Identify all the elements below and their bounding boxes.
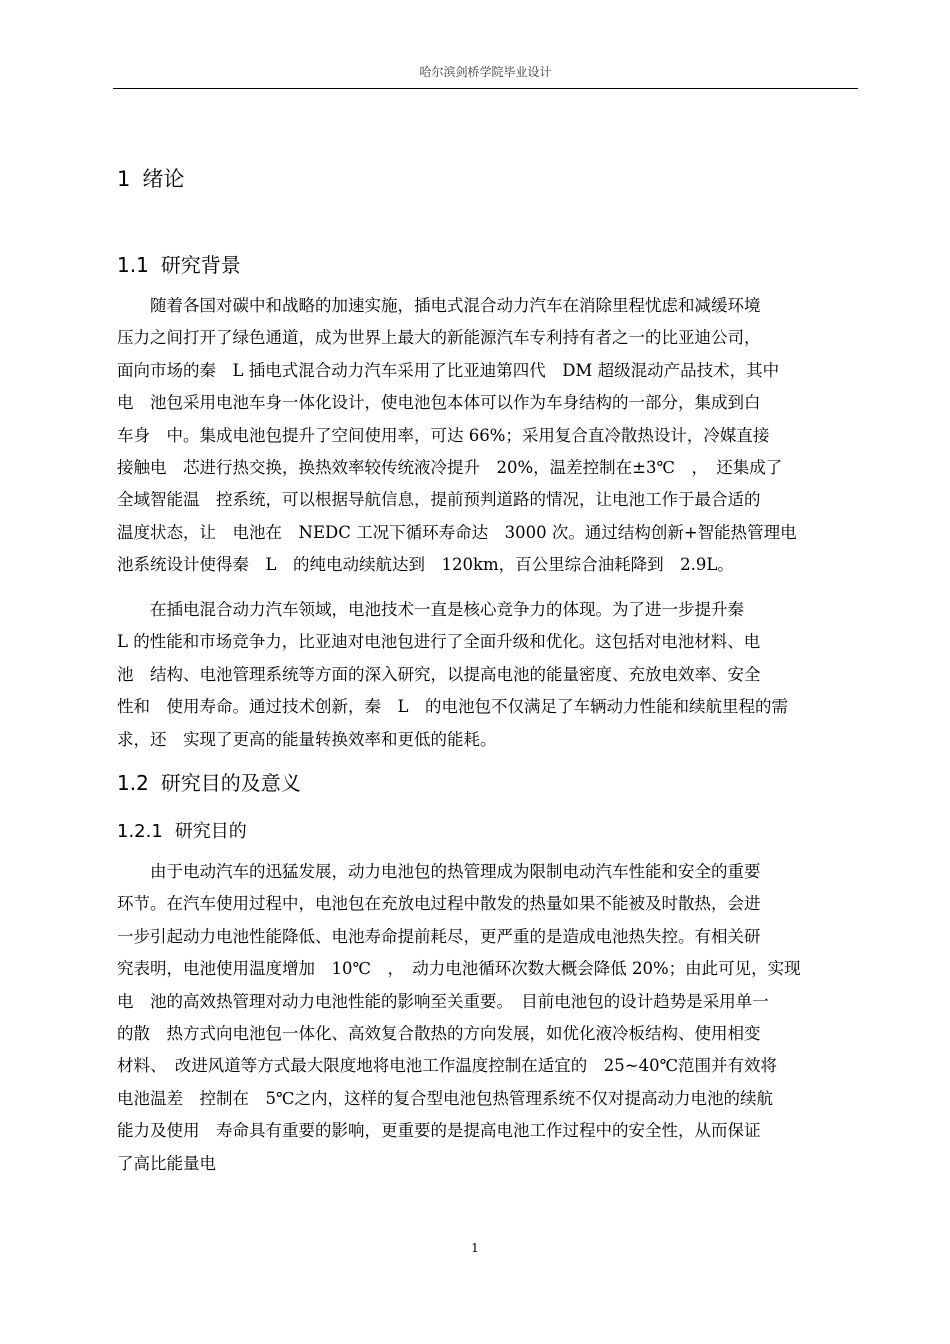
section-title: 研究目的及意义 <box>160 771 301 795</box>
text-line: 温度状态，让 电池在 NEDC 工况下循环寿命达 3000 次。通过结构创新+智能热管理电 <box>117 522 797 542</box>
text-line: 电池温差 控制在 5℃之内，这样的复合型电池包热管理系统不仅对提高动力电池的续航 <box>117 1088 773 1108</box>
section-heading-1-1 <box>117 249 241 278</box>
text-line: 池系统设计使得秦 L 的纯电动续航达到 120km，百公里综合油耗降到 2.9L。 <box>117 555 734 575</box>
subsection-heading-1-2-1 <box>117 817 247 843</box>
text-line: 面向市场的秦 L 插电式混合动力汽车采用了比亚迪第四代 DM 超级混动产品技术，其中 <box>117 360 780 380</box>
text-line: 求，还 实现了更高的能量转换效率和更低的能耗。 <box>117 729 497 749</box>
text-line: 的散 热方式向电池包一体化、高效复合散热的方向发展，如优化液冷板结构、使用相变 <box>117 1023 761 1043</box>
text-line: 电 池包采用电池车身一体化设计，使电池包本体可以作为车身结构的一部分，集成到白 <box>117 393 761 413</box>
text-line: 电 池的高效热管理对动力电池性能的影响至关重要。 目前电池包的设计趋势是采用单一 <box>117 991 769 1011</box>
chapter-title: 绪论 <box>142 167 185 191</box>
page-header: 哈尔滨剑桥学院毕业设计 <box>419 65 552 79</box>
section-number: 1.2 <box>117 771 149 795</box>
section-title: 研究背景 <box>160 253 241 277</box>
chapter-number: 1 <box>117 167 131 191</box>
text-line: 由于电动汽车的迅猛发展，动力电池包的热管理成为限制电动汽车性能和安全的重要 <box>117 862 761 881</box>
text-line: 环节。在汽车使用过程中，电池包在充放电过程中散发的热量如果不能被及时散热，会进 <box>117 894 761 914</box>
text-line: 接触电 芯进行热交换，换热效率较传统液冷提升 20%，温差控制在±3℃ ， 还集成了 <box>117 457 783 477</box>
text-line: L 的性能和市场竞争力，比亚迪对电池包进行了全面升级和优化。这包括对电池材料、电 <box>117 632 761 652</box>
subsection-number: 1.2.1 <box>117 821 163 842</box>
text-line: 究表明，电池使用温度增加 10℃ ， 动力电池循环次数大概会降低 20%；由此可见，实现 <box>117 959 801 979</box>
text-line: 性和 使用寿命。通过技术创新，秦 L 的电池包不仅满足了车辆动力性能和续航里程的需 <box>117 697 788 717</box>
text-line: 车身 中。集成电池包提升了空间使用率，可达 66%；采用复合直冷散热设计，冷媒直接 <box>117 425 770 445</box>
section-heading-1-2 <box>117 767 301 796</box>
paragraph-background-2 <box>117 594 859 756</box>
text-line: 材料、 改进风道等方式最大限度地将电池工作温度控制在适宜的 25~40℃范围并有效将 <box>117 1056 778 1076</box>
paragraph-research-purpose <box>117 856 859 1180</box>
paragraph-background-1 <box>117 290 859 582</box>
text-line: 全域智能温 控系统，可以根据导航信息，提前预判道路的情况，让电池工作于最合适的 <box>117 490 761 510</box>
section-number: 1.1 <box>117 253 149 277</box>
text-line: 随着各国对碳中和战略的加速实施，插电式混合动力汽车在消除里程忧虑和减缓环境 <box>117 296 761 315</box>
subsection-title: 研究目的 <box>174 821 247 842</box>
text-line: 池 结构、电池管理系统等方面的深入研究，以提高电池的能量密度、充放电效率、安全 <box>117 664 761 684</box>
text-line: 了高比能量电 <box>117 1153 216 1173</box>
text-line: 能力及使用 寿命具有重要的影响，更重要的是提高电池工作过程中的安全性，从而保证 <box>117 1121 761 1141</box>
text-line: 一步引起动力电池性能降低、电池寿命提前耗尽，更严重的是造成电池热失控。有相关研 <box>117 926 761 946</box>
text-line: 压力之间打开了绿色通道，成为世界上最大的新能源汽车专利持有者之一的比亚迪公司， <box>117 328 761 348</box>
header-rule <box>113 88 858 89</box>
chapter-heading <box>117 163 184 193</box>
text-line: 在插电混合动力汽车领域，电池技术一直是核心竞争力的体现。为了进一步提升秦 <box>117 600 744 619</box>
page-number: 1 <box>471 1241 479 1255</box>
